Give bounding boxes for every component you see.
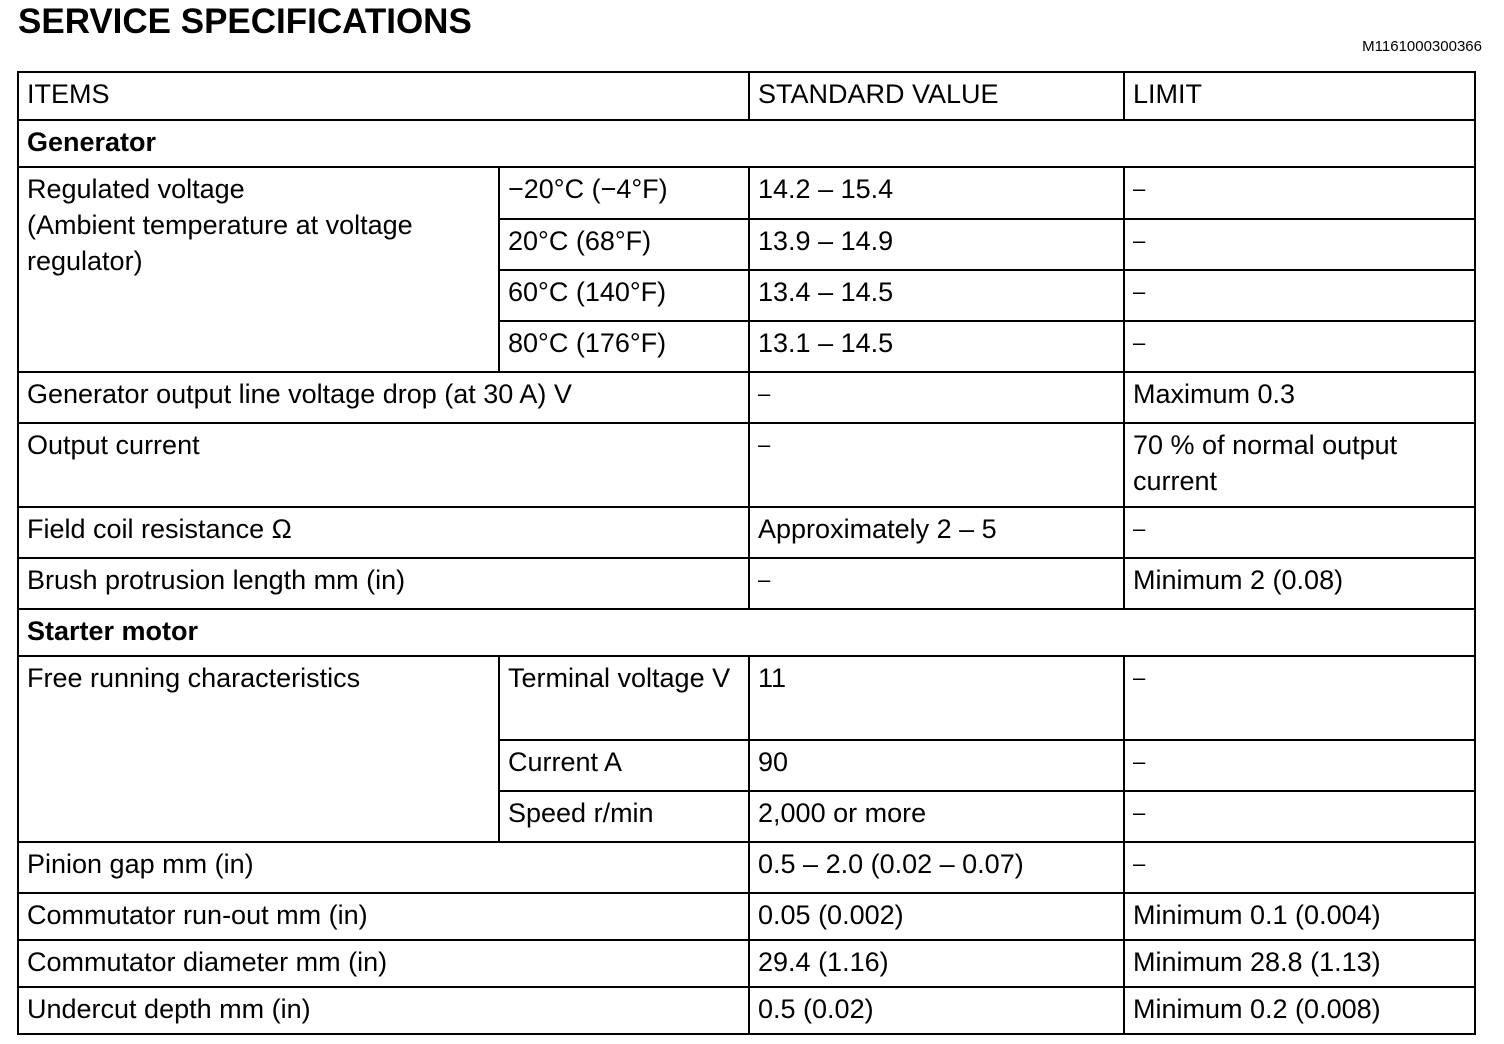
parameter-cell: Speed r/min	[499, 791, 749, 842]
limit-cell: –	[1124, 167, 1475, 219]
limit-cell: Minimum 0.2 (0.008)	[1124, 987, 1475, 1034]
limit-cell: –	[1124, 740, 1475, 791]
temperature-cell: 60°C (140°F)	[499, 270, 749, 321]
limit-cell: Minimum 0.1 (0.004)	[1124, 893, 1475, 940]
limit-cell: –	[1124, 219, 1475, 270]
table-header-row	[18, 72, 1475, 120]
table-row	[18, 423, 1475, 507]
parameter-cell: Current A	[499, 740, 749, 791]
standard-value-cell: –	[749, 423, 1124, 507]
standard-value-cell: 0.5 – 2.0 (0.02 – 0.07)	[749, 842, 1124, 893]
standard-value-cell: 0.5 (0.02)	[749, 987, 1124, 1034]
limit-cell: Maximum 0.3	[1124, 372, 1475, 423]
limit-cell: 70 % of normal output current	[1124, 423, 1475, 507]
standard-value-cell: –	[749, 558, 1124, 609]
limit-cell: Minimum 28.8 (1.13)	[1124, 940, 1475, 987]
standard-value-cell: 0.05 (0.002)	[749, 893, 1124, 940]
item-cell: Field coil resistance Ω	[18, 507, 749, 558]
section-title-starter-motor: Starter motor	[18, 609, 1475, 656]
item-cell: Output current	[18, 423, 749, 507]
standard-value-cell: 13.1 – 14.5	[749, 321, 1124, 372]
limit-cell: –	[1124, 270, 1475, 321]
item-cell: Brush protrusion length mm (in)	[18, 558, 749, 609]
limit-cell: –	[1124, 321, 1475, 372]
limit-cell: –	[1124, 507, 1475, 558]
section-row-starter-motor	[18, 609, 1475, 656]
item-cell: Pinion gap mm (in)	[18, 842, 749, 893]
limit-cell: –	[1124, 842, 1475, 893]
standard-value-cell: Approximately 2 – 5	[749, 507, 1124, 558]
standard-value-cell: 90	[749, 740, 1124, 791]
header-items: ITEMS	[18, 72, 749, 120]
item-cell: Commutator diameter mm (in)	[18, 940, 749, 987]
table-row	[18, 167, 1475, 219]
service-specifications-table	[17, 71, 1476, 1035]
item-cell: Undercut depth mm (in)	[18, 987, 749, 1034]
item-cell: Commutator run-out mm (in)	[18, 893, 749, 940]
table-row	[18, 507, 1475, 558]
header-standard-value: STANDARD VALUE	[749, 72, 1124, 120]
limit-cell: –	[1124, 656, 1475, 740]
table-row	[18, 987, 1475, 1034]
temperature-cell: 80°C (176°F)	[499, 321, 749, 372]
section-title-generator: Generator	[18, 120, 1475, 167]
temperature-cell: −20°C (−4°F)	[499, 167, 749, 219]
free-running-label: Free running characteristics	[18, 656, 499, 842]
table-row	[18, 940, 1475, 987]
header-limit: LIMIT	[1124, 72, 1475, 120]
table-row	[18, 893, 1475, 940]
section-row-generator	[18, 120, 1475, 167]
standard-value-cell: 13.9 – 14.9	[749, 219, 1124, 270]
table-row	[18, 372, 1475, 423]
limit-cell: Minimum 2 (0.08)	[1124, 558, 1475, 609]
table-row	[18, 558, 1475, 609]
document-id: M1161000300366	[1362, 38, 1482, 55]
table-row	[18, 656, 1475, 740]
page-title: SERVICE SPECIFICATIONS	[18, 2, 472, 41]
standard-value-cell: 14.2 – 15.4	[749, 167, 1124, 219]
standard-value-cell: 29.4 (1.16)	[749, 940, 1124, 987]
item-cell: Generator output line voltage drop (at 30 A) V	[18, 372, 749, 423]
temperature-cell: 20°C (68°F)	[499, 219, 749, 270]
standard-value-cell: 2,000 or more	[749, 791, 1124, 842]
table-row	[18, 842, 1475, 893]
regulated-voltage-label: Regulated voltage (Ambient temperature at voltage regulator)	[18, 167, 499, 372]
standard-value-cell: 11	[749, 656, 1124, 740]
parameter-cell: Terminal voltage V	[499, 656, 749, 740]
standard-value-cell: –	[749, 372, 1124, 423]
limit-cell: –	[1124, 791, 1475, 842]
standard-value-cell: 13.4 – 14.5	[749, 270, 1124, 321]
